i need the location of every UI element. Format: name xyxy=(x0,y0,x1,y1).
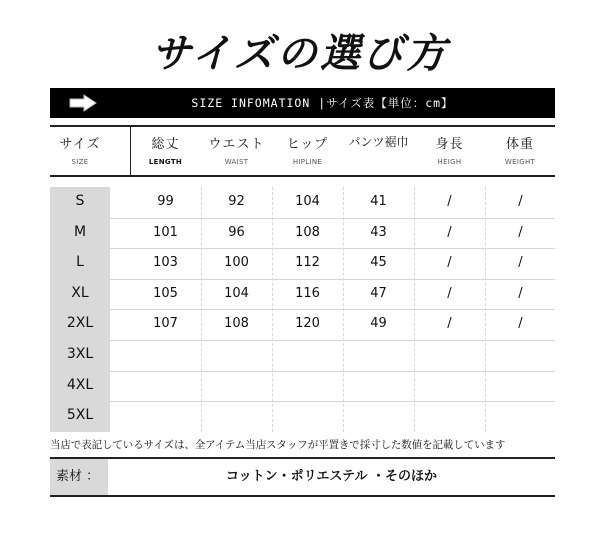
size-label: S xyxy=(75,193,85,209)
table-cell: 112 xyxy=(295,255,320,271)
row-divider xyxy=(110,401,555,402)
material-label: 素材 ： xyxy=(50,459,108,495)
table-cell: 99 xyxy=(157,194,174,209)
size-label: 4XL xyxy=(66,376,94,393)
table-cell: 43 xyxy=(370,224,387,240)
table-cell: / xyxy=(447,316,452,332)
row-divider xyxy=(110,371,555,372)
table-header xyxy=(50,125,555,177)
row-divider xyxy=(110,248,555,249)
table-cell: 47 xyxy=(370,285,387,301)
table-cell: 101 xyxy=(153,224,178,240)
material-value: コットン・ポリエステル ・そのほか xyxy=(225,469,438,484)
table-cell: / xyxy=(518,285,523,301)
table-cell: / xyxy=(447,285,452,301)
table-cell: 92 xyxy=(228,194,245,209)
header-weight: 体重 WEIGHT xyxy=(504,137,536,166)
table-cell: 45 xyxy=(370,255,387,271)
header-height: 身長 HEIGH xyxy=(435,137,464,166)
size-label: L xyxy=(76,254,84,271)
material-row xyxy=(50,457,555,497)
size-label: 3XL xyxy=(66,346,94,362)
row-divider xyxy=(110,218,555,219)
table-cell: 103 xyxy=(153,255,178,271)
info-banner xyxy=(50,88,555,118)
table-cell: 41 xyxy=(370,194,387,209)
header-hem-width: パンツ裾巾 xyxy=(348,135,409,149)
size-label: 5XL xyxy=(66,407,94,424)
table-cell: / xyxy=(518,224,523,240)
table-cell: 116 xyxy=(295,285,320,301)
header-size: サイズ SIZE xyxy=(59,137,101,166)
size-label: XL xyxy=(71,284,89,301)
measurement-note: 当店で表記しているサイズは、全アイテム当店スタッフが平置きで採寸した数値を記載しています xyxy=(50,439,506,451)
table-cell: 108 xyxy=(295,224,320,240)
table-cell: / xyxy=(518,316,523,332)
size-label: M xyxy=(73,223,87,240)
table-cell: 107 xyxy=(153,316,178,332)
header-length: 総丈 LENGTH xyxy=(148,137,183,166)
table-cell: 105 xyxy=(153,285,178,301)
table-cell: / xyxy=(518,255,523,271)
size-label: 2XL xyxy=(66,315,94,332)
table-cell: 49 xyxy=(370,316,387,332)
header-hip: ヒップ HIPLINE xyxy=(286,137,329,166)
table-cell: / xyxy=(447,255,452,271)
header-waist: ウエスト WAIST xyxy=(208,137,265,166)
table-cell: 104 xyxy=(224,285,249,301)
page-title: サイズの選び方 xyxy=(151,31,449,77)
banner-text: SIZE INFOMATION |サイズ表【単位：cm】 xyxy=(191,96,454,110)
table-cell: / xyxy=(447,194,452,209)
table-cell: 104 xyxy=(295,194,320,209)
row-divider xyxy=(110,309,555,310)
table-cell: 108 xyxy=(224,316,249,332)
row-divider xyxy=(110,279,555,280)
table-cell: 120 xyxy=(295,316,320,332)
table-cell: 100 xyxy=(224,255,249,271)
table-cell: / xyxy=(518,194,523,209)
table-cell: / xyxy=(447,224,452,240)
table-cell: 96 xyxy=(228,224,245,240)
row-divider xyxy=(110,340,555,341)
